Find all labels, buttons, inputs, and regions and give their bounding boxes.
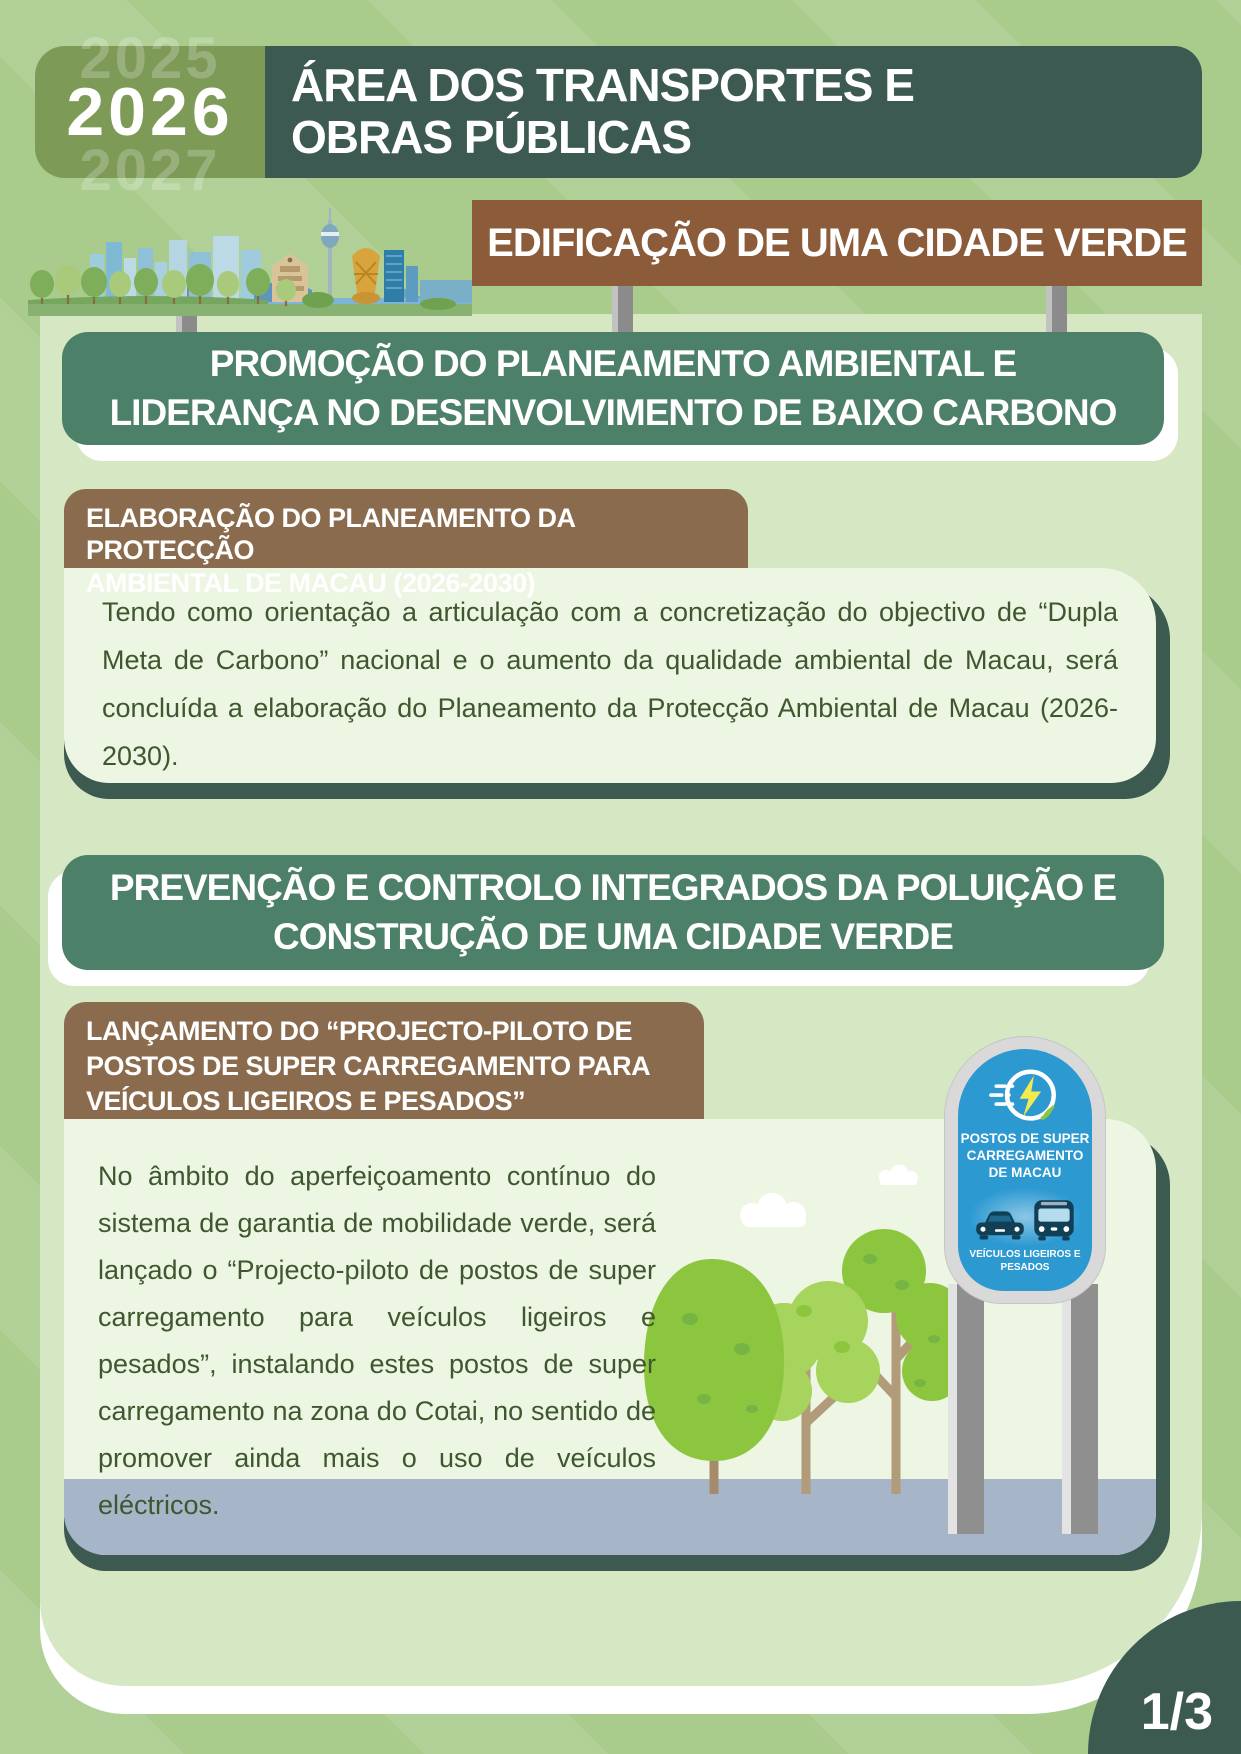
- charging-sign-title-line2: CARREGAMENTO: [966, 1147, 1084, 1163]
- section-2-title-sign: [62, 855, 1164, 970]
- section-2-subheading-line2: POSTOS DE SUPER CARREGAMENTO PARA: [86, 1051, 651, 1082]
- charging-sign-subtitle-line1: VEÍCULOS LIGEIROS E: [969, 1248, 1081, 1260]
- sign-post-icon: [1046, 284, 1067, 334]
- section-2-body-text: No âmbito do aperfeiçoamento contínuo do sistema de garantia de mobilidade verde, será lançado o “Projecto-piloto de postos de super carregamento para veículos ligeiros e pesados”, instalando estes postos de super carregamento na zona do Cotai, no sentido de promover ainda mais o uso de veículos eléctricos.: [98, 1161, 656, 1520]
- section-1-subheading-line1: ELABORAÇÃO DO PLANEAMENTO DA PROTECÇÃO: [86, 503, 575, 566]
- charging-sign: [958, 1049, 1092, 1291]
- page-title: [265, 46, 1202, 178]
- super-charging-icon: [989, 1061, 1061, 1131]
- section-banner: [472, 200, 1202, 286]
- vehicle-icons-group: [969, 1188, 1081, 1246]
- section-1-subheading-line2: AMBIENTAL DE MACAU (2026-2030): [86, 567, 536, 598]
- section-2-title-line1: PREVENÇÃO E CONTROLO INTEGRADOS DA POLUIÇÃO E: [109, 866, 1117, 908]
- section-1-body-text: Tendo como orientação a articulação com a concretização do objectivo de “Dupla Meta de Carbono” nacional e o aumento da qualidade ambiental de Macau, será concluída a elaboração do Planeamento da Protecção Ambiental de Macau (2026-2030).: [102, 597, 1118, 771]
- section-1-subheading-tab: [64, 489, 748, 598]
- charging-sign-subtitle-line2: PESADOS: [1000, 1261, 1050, 1273]
- car-icon: [974, 1208, 1026, 1242]
- charging-sign-title-line1: POSTOS DE SUPER: [960, 1131, 1090, 1146]
- charging-sign-frame: [944, 1036, 1106, 1304]
- section-1-title-line1: PROMOÇÃO DO PLANEAMENTO AMBIENTAL E: [209, 342, 1017, 384]
- cloud-icon: [868, 1165, 928, 1185]
- section-2-title-line2: CONSTRUÇÃO DE UMA CIDADE VERDE: [273, 915, 953, 957]
- section-1-title-line2: LIDERANÇA NO DESENVOLVIMENTO DE BAIXO CARBONO: [109, 391, 1117, 433]
- sign-post-icon: [612, 284, 633, 334]
- year-badge: [35, 26, 265, 203]
- section-2-subheading-line3: VEÍCULOS LIGEIROS E PESADOS”: [86, 1086, 526, 1117]
- page-title-line1: ÁREA DOS TRANSPORTES E: [291, 59, 914, 112]
- section-2-subheading-line1: LANÇAMENTO DO “PROJECTO-PILOTO DE: [86, 1016, 633, 1046]
- section-1-title-sign: [62, 332, 1164, 445]
- bus-icon: [1031, 1198, 1077, 1242]
- page-number: 1/3: [1140, 1683, 1213, 1741]
- section-banner-label: EDIFICAÇÃO DE UMA CIDADE VERDE: [487, 220, 1187, 265]
- macau-skyline-illustration: [28, 192, 472, 316]
- year-ghost-next: 2027: [79, 138, 221, 203]
- charging-sign-title-line3: DE MACAU: [988, 1164, 1062, 1180]
- trees-illustration: [634, 1199, 969, 1494]
- charging-sign-post-icon: [1062, 1284, 1098, 1534]
- section-2-subheading-tab: [64, 1002, 704, 1119]
- year-ghost-previous: 2025: [79, 26, 221, 91]
- page-title-line2: OBRAS PÚBLICAS: [291, 111, 692, 163]
- section-1-body-box: [64, 568, 1156, 783]
- year-label: 2026: [66, 74, 234, 150]
- charging-sign-post-icon: [948, 1284, 984, 1534]
